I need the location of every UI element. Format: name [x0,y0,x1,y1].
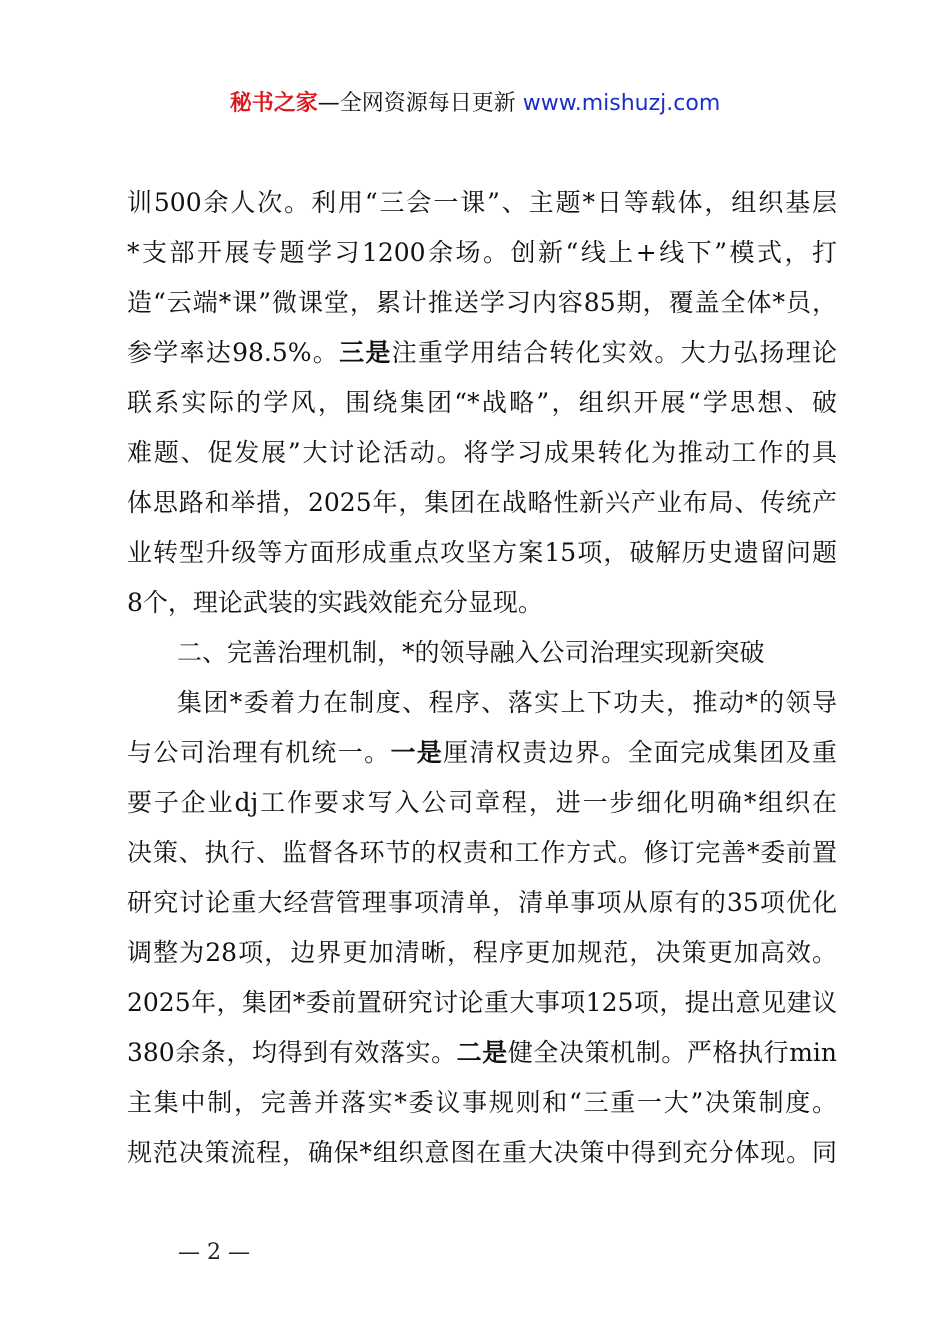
emphasis-san-shi: 三是 [339,338,392,367]
body-line [127,328,837,378]
body-line: 调整为28项，边界更加清晰，程序更加规范，决策更加高效。 [127,938,837,967]
body-line: 体思路和举措，2025年，集团在战略性新兴产业布局、传统产 [127,488,837,517]
site-header [0,88,950,120]
emphasis-yi-shi: 一是 [390,738,444,767]
text-run: 与公司治理有机统一。 [127,738,391,767]
document-body [127,178,837,1178]
text-run: 注重学用结合转化实效。大力弘扬理论 [391,338,837,367]
body-line: *支部开展专题学习1200余场。创新“线上+线下”模式，打 [127,238,837,267]
body-line: 研究讨论重大经营管理事项清单，清单事项从原有的35项优化 [127,888,837,917]
body-line: 难题、促发展”大讨论活动。将学习成果转化为推动工作的具 [127,438,837,467]
body-line: 造“云端*课”微课堂，累计推送学习内容85期，覆盖全体*员， [127,288,837,317]
body-line: 联系实际的学风，围绕集团“*战略”，组织开展“学思想、破 [127,388,837,417]
text-run: 380余条，均得到有效落实。 [127,1038,457,1067]
emphasis-er-shi: 二是 [456,1038,508,1067]
body-line [127,1028,837,1078]
body-line: 主集中制，完善并落实*委议事规则和“三重一大”决策制度。 [127,1088,837,1117]
text-run: 厘清权责边界。全面完成集团及重 [443,738,837,767]
page-number: — 2 — [178,1240,250,1265]
body-line [127,728,837,778]
text-run: 参学率达98.5%。 [127,338,340,367]
body-line: 要子企业dj工作要求写入公司章程，进一步细化明确*组织在 [127,788,837,817]
body-line: 规范决策流程，确保*组织意图在重大决策中得到充分体现。同 [127,1138,837,1167]
section-heading: 二、完善治理机制，*的领导融入公司治理实现新突破 [177,638,765,667]
body-line: 集团*委着力在制度、程序、落实上下功夫，推动*的领导 [177,688,837,717]
body-line: 训500余人次。利用“三会一课”、主题*日等载体，组织基层 [127,188,837,217]
brand-name: 秘书之家 [229,91,318,116]
site-url-link[interactable]: www.mishuzj.com [522,91,721,116]
text-run: 健全决策机制。严格执行min [507,1038,837,1067]
body-line: 决策、执行、监督各环节的权责和工作方式。修订完善*委前置 [127,838,837,867]
body-line: 业转型升级等方面形成重点攻坚方案15项，破解历史遗留问题 [127,538,837,567]
body-line: 8个，理论武装的实践效能充分显现。 [127,588,543,617]
body-line: 2025年，集团*委前置研究讨论重大事项125项，提出意见建议 [127,988,837,1017]
header-tagline: —全网资源每日更新 [317,91,523,116]
